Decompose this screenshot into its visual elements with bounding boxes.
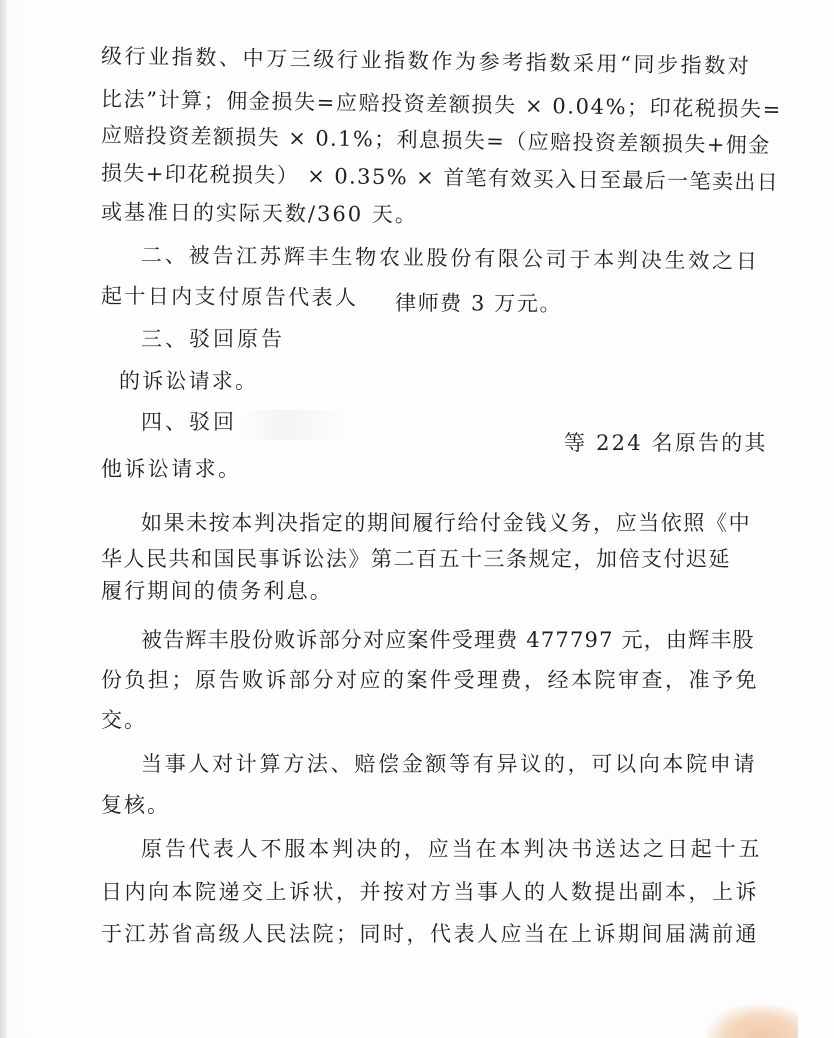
text-line: 比法”计算；佣金损失=应赔投资差额损失 × 0.04%；印花税损失= xyxy=(100,87,783,122)
text-line: 原告代表人不服本判决的，应当在本判决书送达之日起十五 xyxy=(141,837,763,861)
text-line: 或基准日的实际天数/360 天。 xyxy=(100,200,418,227)
text-line: 四、驳回 xyxy=(141,410,237,434)
text-line: 交。 xyxy=(101,708,147,732)
text-line: 起十日内支付原告代表人 xyxy=(100,284,359,310)
text-line: 复核。 xyxy=(101,793,170,817)
redaction-mark xyxy=(240,410,350,440)
text-line: 级行业指数、中万三级行业指数作为参考指数采用“同步指数对 xyxy=(100,44,752,79)
text-line: 等 224 名原告的其 xyxy=(564,431,768,455)
text-line: 华人民共和国民事诉讼法》第二百五十三条规定，加倍支付迟延 xyxy=(101,547,731,571)
text-line: 份负担；原告败诉部分对应的案件受理费，经本院审查，准予免 xyxy=(101,668,759,692)
text-line: 他诉讼请求。 xyxy=(101,457,242,481)
text-line: 的诉讼请求。 xyxy=(119,369,259,393)
text-line: 于江苏省高级人民法院；同时，代表人应当在上诉期间届满前通 xyxy=(101,922,759,946)
text-line: 当事人对计算方法、赔偿金额等有异议的，可以向本院申请 xyxy=(141,752,758,776)
text-line: 履行期间的债务利息。 xyxy=(101,579,333,603)
page-corner-tab xyxy=(706,1004,798,1038)
text-line: 应赔投资差额损失 × 0.1%；利息损失=（应赔投资差额损失+佣金 xyxy=(100,123,771,158)
page-edge-shadow xyxy=(0,0,7,1038)
text-line: 三、驳回原告 xyxy=(141,327,285,351)
text-line: 损失+印花税损失） × 0.35% × 首笔有效买入日至最后一笔卖出日 xyxy=(100,161,780,195)
text-line: 二、被告江苏辉丰生物农业股份有限公司于本判决生效之日 xyxy=(140,243,760,274)
text-line: 如果未按本判决指定的期间履行给付金钱义务，应当依照《中 xyxy=(141,511,752,535)
text-line: 律师费 3 万元。 xyxy=(394,291,563,316)
text-line: 被告辉丰股份败诉部分对应案件受理费 477797 元，由辉丰股 xyxy=(141,628,755,652)
text-line: 日内向本院递交上诉状，并按对方当事人的人数提出副本，上诉 xyxy=(101,880,759,904)
